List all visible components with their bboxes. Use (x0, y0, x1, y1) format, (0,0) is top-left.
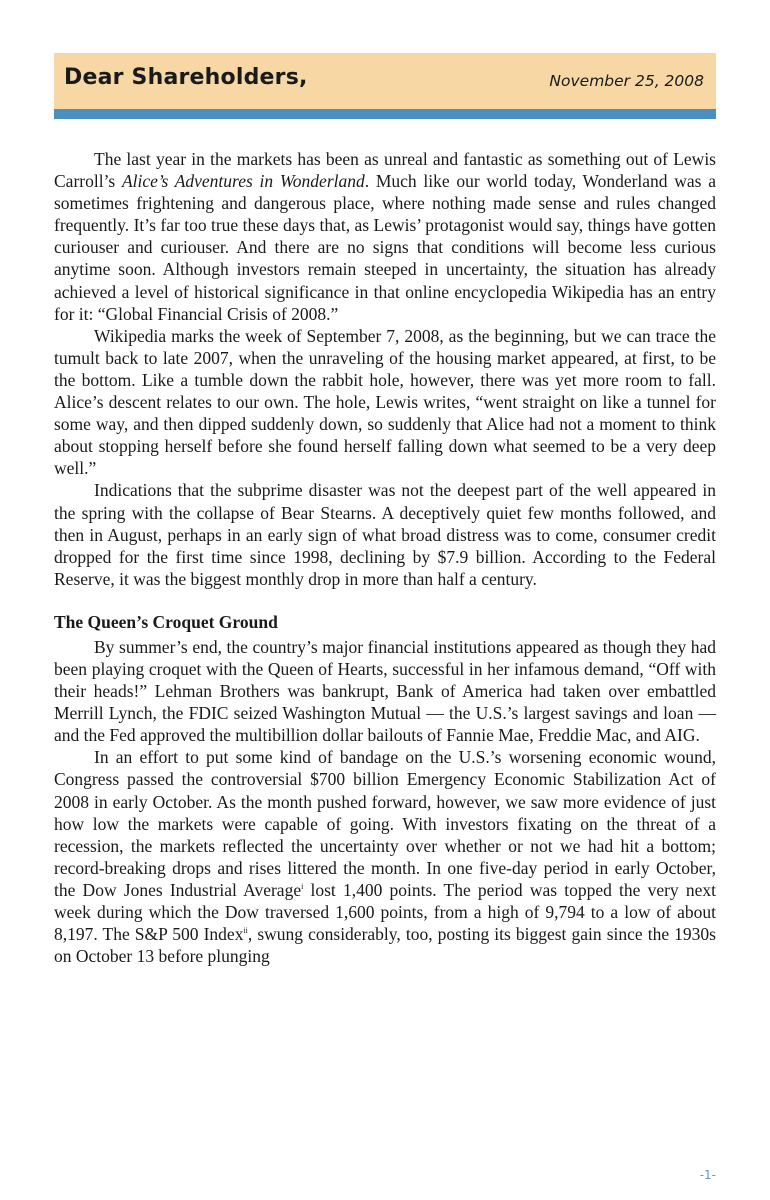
paragraph-1-rest: . Much like our world today, Wonderland was a sometimes frightening and dangerous place, where nothing made sense and rules changed frequently. It’s far too true these days that, as Lewis’ protagonist would say, things have gotten curiouser and curiouser. And there are no signs that conditions will become less curious anytime soon. Although investors remain steeped in uncertainty, the situation has already achieved a level of historical significance in that online encyclopedia Wikipedia has an entry for it: “Global Financial Crisis of 2008.” (54, 171, 716, 324)
header-rule (54, 109, 716, 119)
paragraph-1 (54, 148, 716, 325)
paragraph-5 (54, 746, 716, 967)
paragraph-4: By summer’s end, the country’s major financial institutions appeared as though they had been playing croquet with the Queen of Hearts, successful in her infamous demand, “Off with their heads!” Lehman Brothers was bankrupt, Bank of America had taken over embattled Merrill Lynch, the FDIC seized Washington Mutual — the U.S.’s largest savings and loan — and the Fed approved the multibillion dollar bailouts of Fannie Mae, Freddie Mac, and AIG. (54, 636, 716, 746)
letter-date: November 25, 2008 (549, 72, 704, 90)
book-title: Alice’s Adventures in Wonderland (121, 171, 365, 192)
paragraph-1-lead: The last year in the markets has been as unreal and fantastic as something out of Lewis Carroll’s (54, 149, 716, 192)
greeting-heading: Dear Shareholders, (64, 65, 308, 90)
paragraph-5-part-2: lost 1,400 points. The period was topped the very next week during which the Dow traversed 1,600 points, from a high of 9,794 to a low of about 8,197. The S&P 500 Index (54, 879, 716, 945)
letter-body (54, 148, 716, 967)
page-number: -1- (699, 1168, 716, 1182)
letter-header (54, 53, 716, 109)
paragraph-3: Indications that the subprime disaster was not the deepest part of the well appeared in the spring with the collapse of Bear Stearns. A deceptively quiet few months followed, and then in August, perhaps in an early sign of what broad distress was to come, consumer credit dropped for the first time since 1998, declining by $7.9 billion. According to the Federal Reserve, it was the biggest monthly drop in more than half a century. (54, 480, 716, 589)
paragraph-5-part-3: , swung considerably, too, posting its biggest gain since the 1930s on October 13 before plunging (54, 924, 716, 967)
footnote-marker-ii: ii (243, 926, 248, 936)
paragraph-5-part-1: In an effort to put some kind of bandage on the U.S.’s worsening economic wound, Congress passed the controversial $700 billion Emergency Economic Stabilization Act of 2008 in early October. As the month pushed forward, however, we saw more evidence of just how low the markets were capable of going. With investors fixating on the threat of a recession, the markets reflected the uncertainty over whether or not we had hit a bottom; record-breaking drops and rises littered the month. In one five-day period in early October, the Dow Jones Industrial Average (54, 747, 716, 900)
footnote-marker-i: i (301, 882, 304, 892)
section-heading: The Queen’s Croquet Ground (54, 611, 278, 632)
paragraph-2: Wikipedia marks the week of September 7, 2008, as the beginning, but we can trace the tumult back to late 2007, when the unraveling of the housing market appeared, at first, to be the bottom. Like a tumble down the rabbit hole, however, there was yet more room to fall. Alice’s descent relates to our own. The hole, Lewis writes, “went straight on like a tunnel for some way, and then dipped suddenly down, so suddenly that Alice had not a moment to think about stopping herself before she found herself falling down what seemed to be a very deep well.” (54, 325, 716, 479)
